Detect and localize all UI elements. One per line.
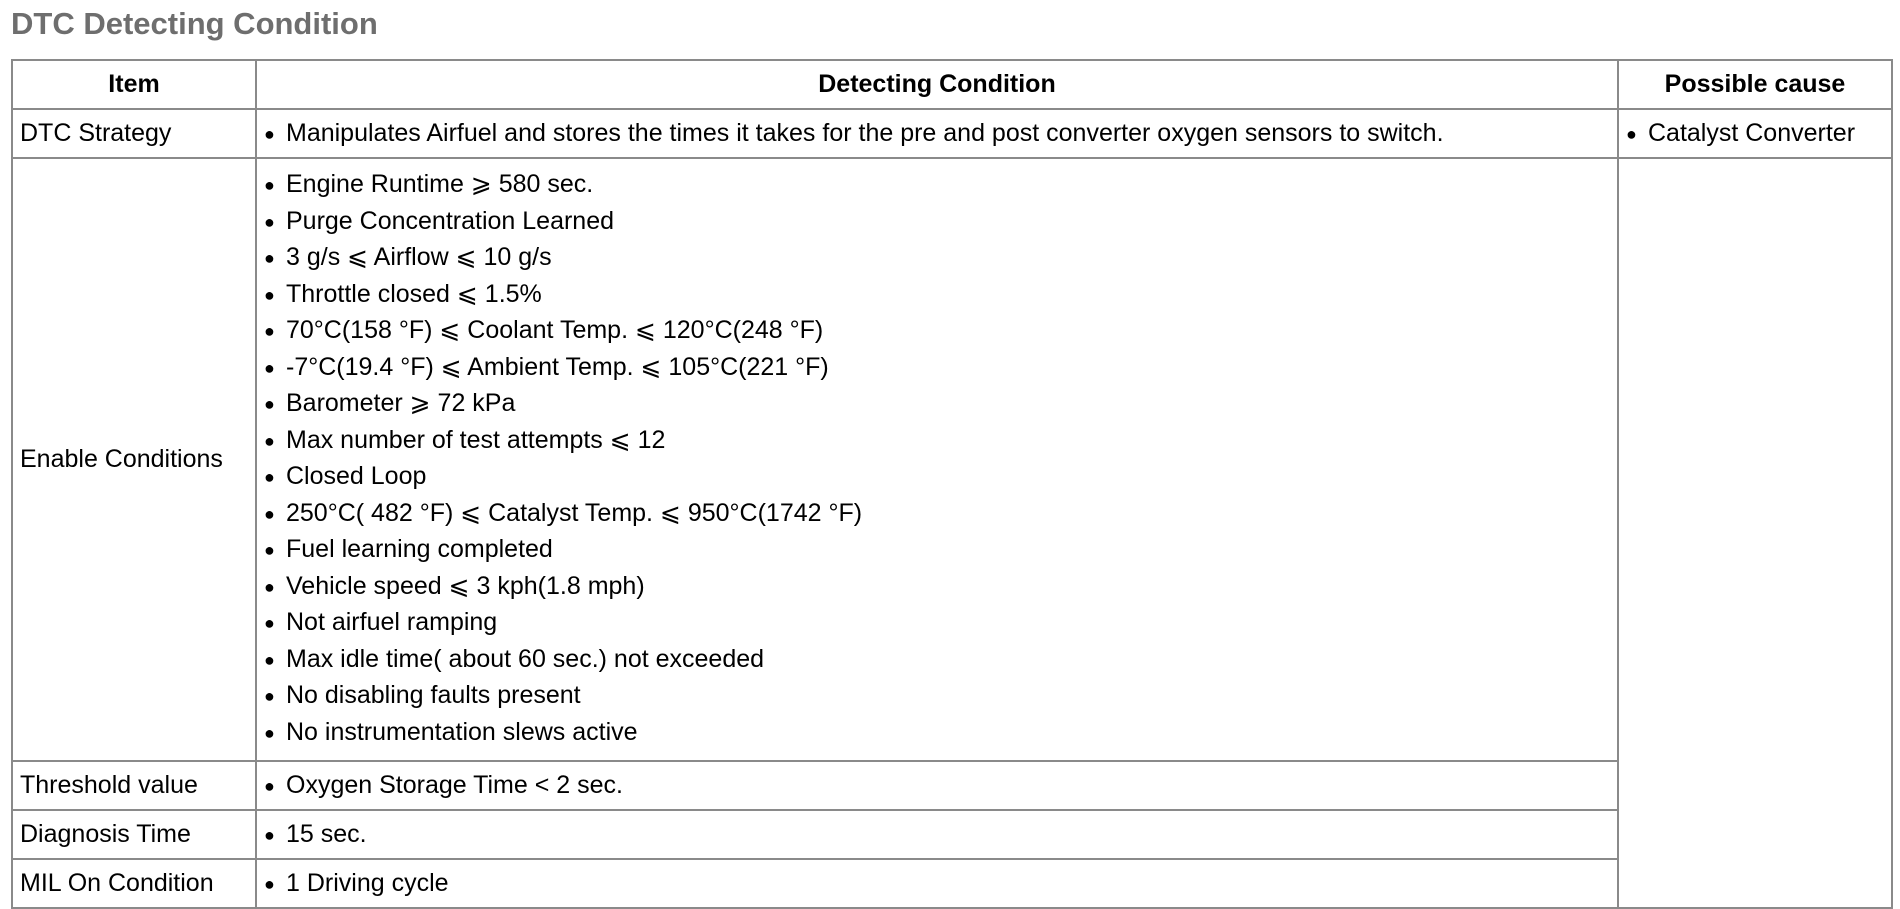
- list-item: ● Max number of test attempts ⩽ 12: [264, 423, 1610, 460]
- bullet-icon: ●: [264, 467, 275, 487]
- list-item: ● 3 g/s ⩽ Airflow ⩽ 10 g/s: [264, 240, 1610, 277]
- bullet-icon: ●: [264, 211, 275, 232]
- header-item: Item: [12, 60, 256, 109]
- header-possible-cause: Possible cause: [1618, 60, 1892, 109]
- bullet-icon: ●: [264, 874, 275, 894]
- bullet-icon: ●: [264, 124, 275, 144]
- bullet-icon: ●: [264, 722, 275, 743]
- page-title: DTC Detecting Condition: [11, 6, 378, 41]
- bullet-icon: ●: [264, 503, 275, 524]
- condition-cell: [256, 109, 1618, 158]
- list-item: ● Vehicle speed ⩽ 3 kph(1.8 mph): [264, 569, 1610, 606]
- cause-cell: [1618, 109, 1892, 158]
- condition-text: 1 Driving cycle: [286, 869, 449, 897]
- bullet-icon: ●: [264, 776, 275, 796]
- table-header-row: [12, 60, 1892, 109]
- condition-text: Oxygen Storage Time < 2 sec.: [286, 771, 623, 799]
- list-item: ● No instrumentation slews active: [264, 715, 1610, 752]
- bullet-icon: ●: [264, 321, 275, 341]
- list-item: ● Closed Loop: [264, 459, 1610, 496]
- bullet-icon: ●: [264, 576, 275, 597]
- row-enable-conditions: [12, 158, 1892, 761]
- condition-text: 15 sec.: [286, 820, 367, 848]
- bullet-icon: ●: [264, 357, 275, 378]
- bullet-icon: ●: [264, 248, 275, 268]
- row-dtc-strategy: [12, 109, 1892, 158]
- list-item: ● Barometer ⩾ 72 kPa: [264, 386, 1610, 423]
- list-item: ● Engine Runtime ⩾ 580 sec.: [264, 167, 1610, 204]
- item-cell: Diagnosis Time: [12, 810, 256, 859]
- condition-cell: [256, 859, 1618, 908]
- bullet-icon: ●: [264, 649, 275, 670]
- bullet-icon: ●: [264, 686, 275, 706]
- row-threshold-value: [12, 761, 1892, 810]
- row-diagnosis-time: [12, 810, 1892, 859]
- cause-cell-empty: [1618, 158, 1892, 908]
- item-cell: DTC Strategy: [12, 109, 256, 158]
- item-cell: Threshold value: [12, 761, 256, 810]
- cause-text: Catalyst Converter: [1648, 119, 1856, 147]
- condition-cell: [256, 158, 1618, 761]
- list-item: ● No disabling faults present: [264, 678, 1610, 715]
- bullet-icon: ●: [264, 430, 275, 451]
- list-item: ● 250°C( 482 °F) ⩽ Catalyst Temp. ⩽ 950°C(1742 °F): [264, 496, 1610, 533]
- dtc-table: [11, 59, 1893, 909]
- condition-text: Manipulates Airfuel and stores the times it takes for the pre and post converter oxygen sensors to switch.: [286, 119, 1444, 147]
- list-item: ● Purge Concentration Learned: [264, 204, 1610, 241]
- bullet-icon: ●: [264, 825, 275, 845]
- bullet-icon: ●: [264, 613, 275, 633]
- condition-cell: [256, 810, 1618, 859]
- header-detecting-condition: Detecting Condition: [256, 60, 1618, 109]
- bullet-icon: ●: [1626, 124, 1637, 144]
- list-item: ● -7°C(19.4 °F) ⩽ Ambient Temp. ⩽ 105°C(221 °F): [264, 350, 1610, 387]
- bullet-icon: ●: [264, 540, 275, 560]
- row-mil-on-condition: [12, 859, 1892, 908]
- list-item: ● Not airfuel ramping: [264, 605, 1610, 642]
- enable-condition-list: [264, 159, 1610, 760]
- bullet-icon: ●: [264, 175, 275, 195]
- list-item: ● Max idle time( about 60 sec.) not exceeded: [264, 642, 1610, 679]
- bullet-icon: ●: [264, 394, 275, 414]
- condition-cell: [256, 761, 1618, 810]
- item-cell: MIL On Condition: [12, 859, 256, 908]
- list-item: ● Throttle closed ⩽ 1.5%: [264, 277, 1610, 314]
- item-cell: Enable Conditions: [12, 158, 256, 761]
- list-item: ● 70°C(158 °F) ⩽ Coolant Temp. ⩽ 120°C(248 °F): [264, 313, 1610, 350]
- list-item: ● Fuel learning completed: [264, 532, 1610, 569]
- bullet-icon: ●: [264, 284, 275, 305]
